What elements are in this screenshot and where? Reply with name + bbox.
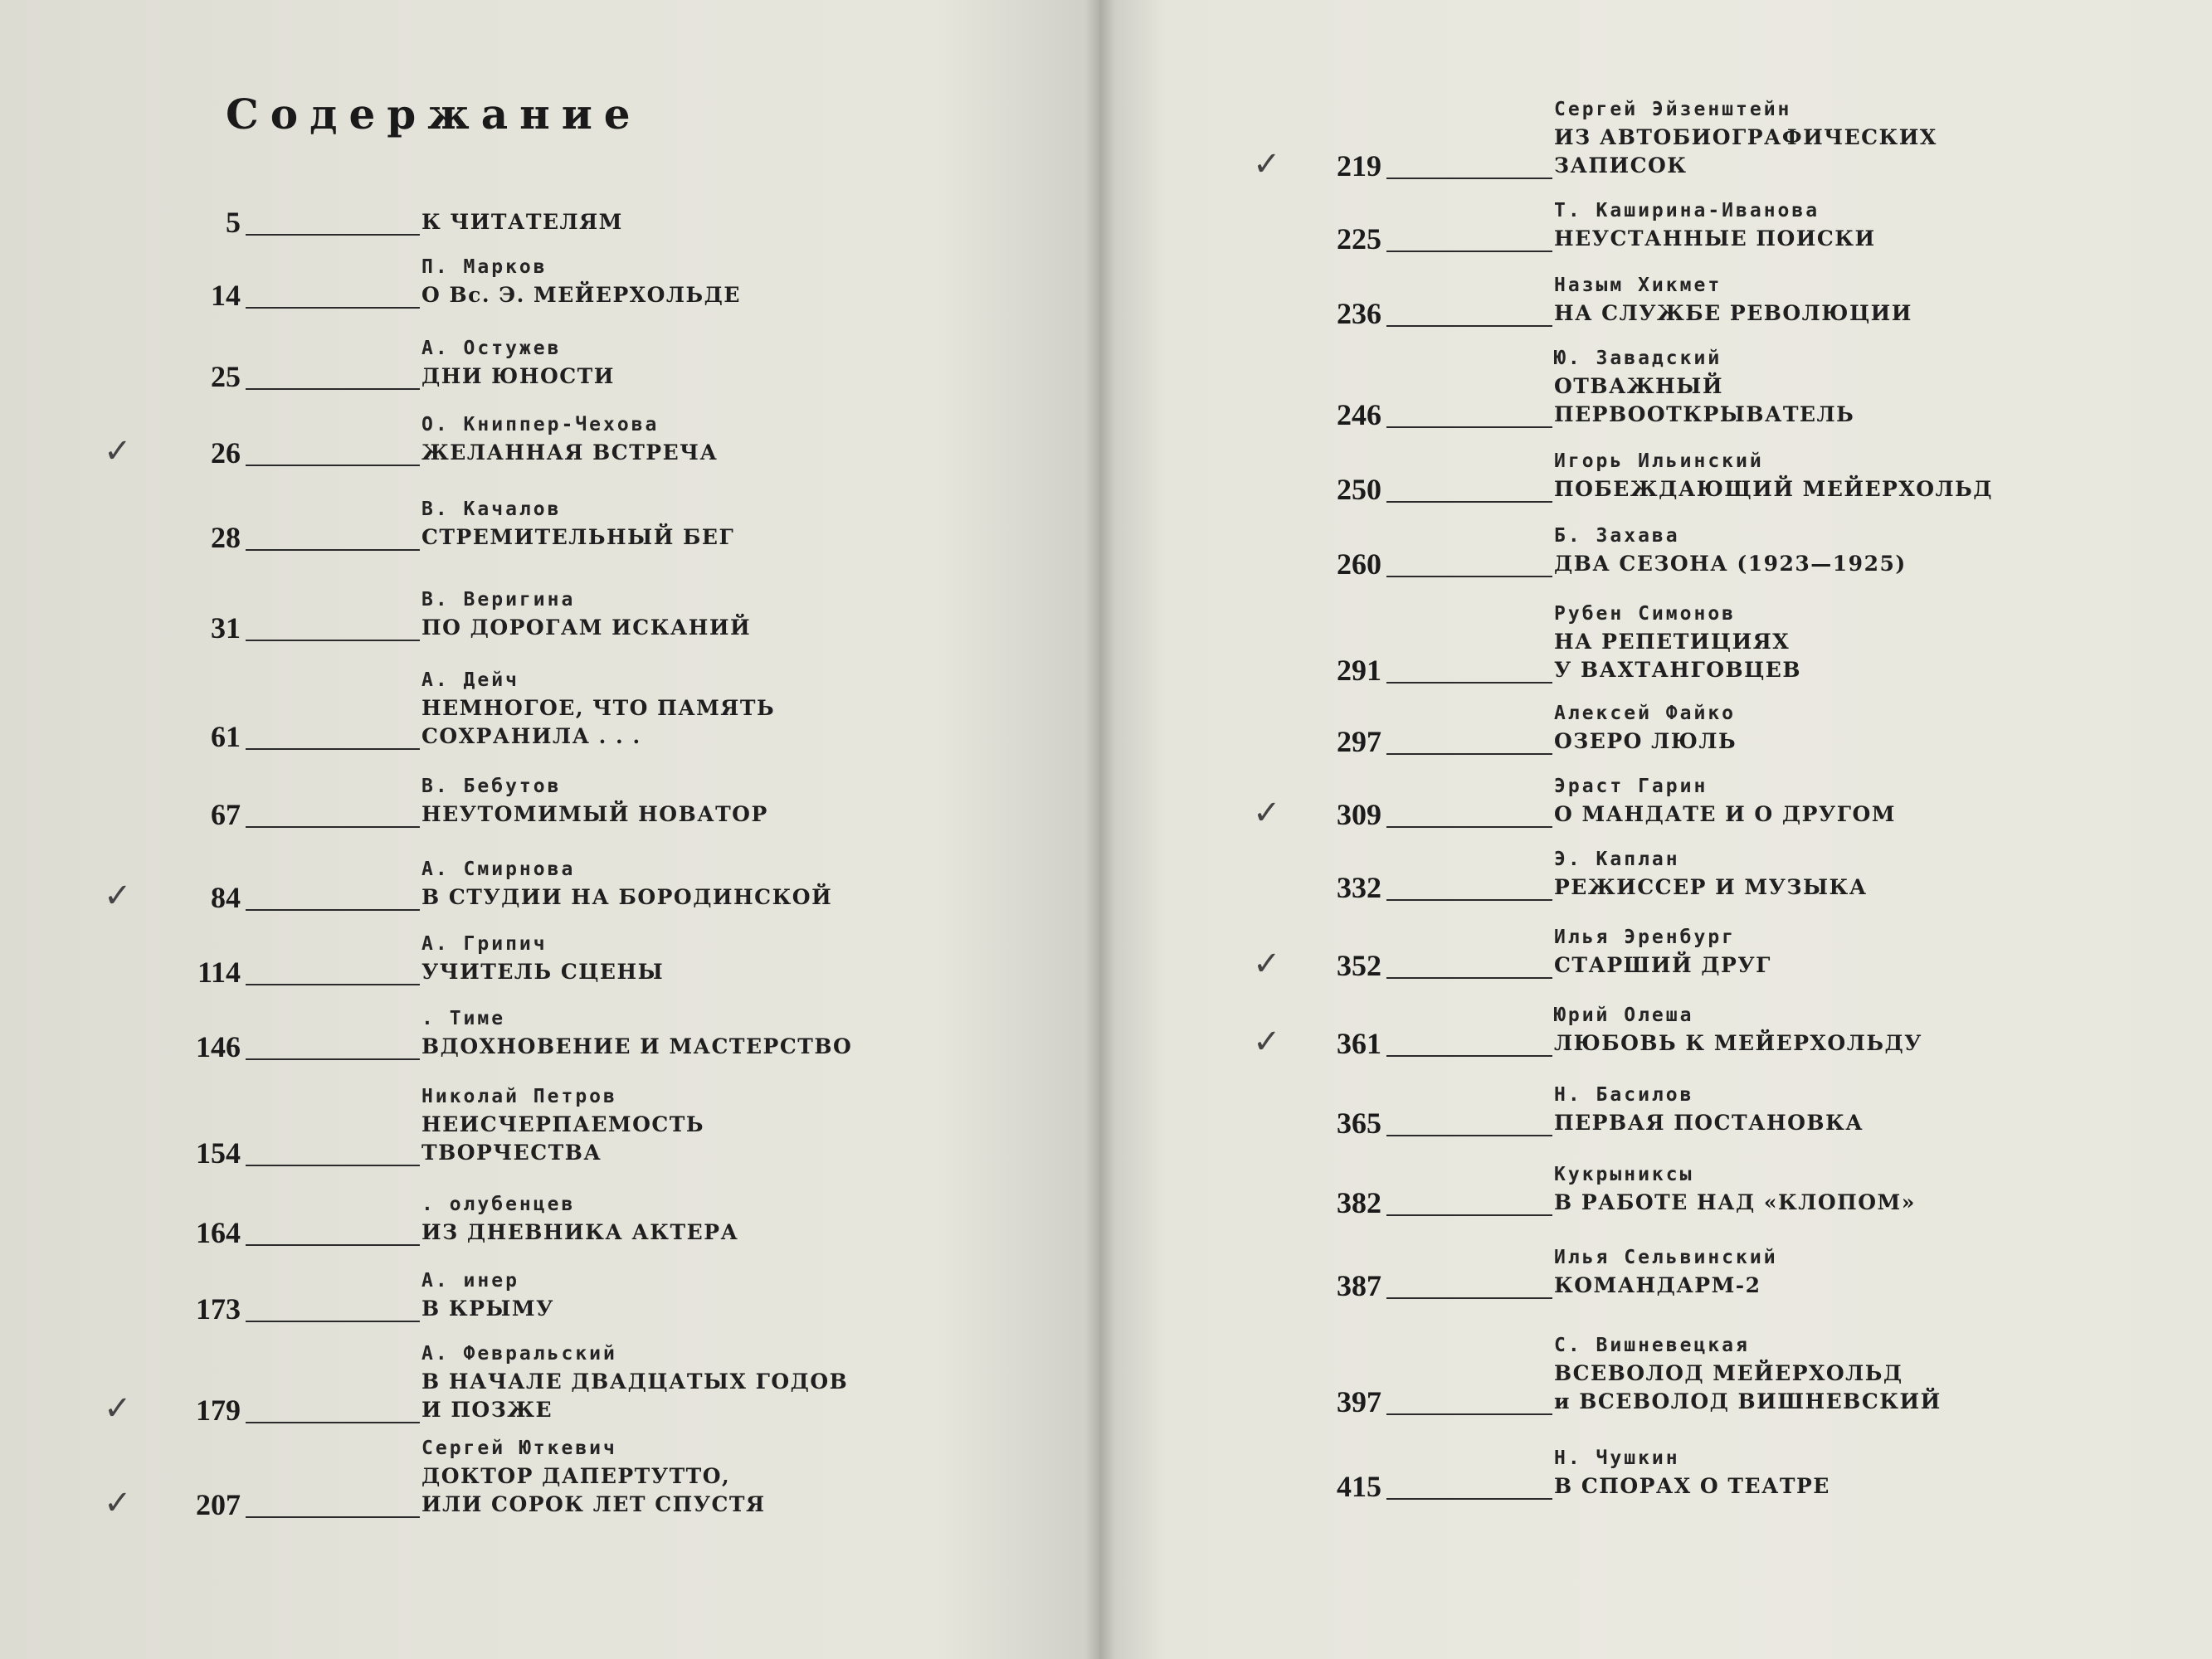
toc-text <box>1554 600 1801 684</box>
toc-leader-line <box>1386 899 1552 901</box>
toc-text <box>421 666 775 751</box>
toc-author: Сергей Эйзенштейн <box>1554 99 1792 120</box>
toc-title-line: ТВОРЧЕСТВА <box>421 1141 602 1165</box>
toc-author: В. Качалов <box>421 499 562 520</box>
toc-page-number: 146 <box>196 1030 241 1063</box>
toc-text <box>421 1267 554 1323</box>
checkmark-icon: ✓ <box>104 1389 132 1428</box>
toc-leader-line <box>246 1244 420 1246</box>
toc-text <box>1554 95 1937 180</box>
toc-author: Б. Захава <box>1554 525 1680 547</box>
toc-leader-line <box>246 984 420 985</box>
toc-page-number: 28 <box>211 521 241 554</box>
toc-author: . Тиме <box>421 1008 506 1029</box>
toc-title-line: НЕУСТАННЫЕ ПОИСКИ <box>1554 226 1876 251</box>
toc-title-line: УЧИТЕЛЬ СЦЕНЫ <box>421 960 665 984</box>
toc-title-line: ЖЕЛАННАЯ ВСТРЕЧА <box>421 440 719 465</box>
toc-page-number: 5 <box>226 206 241 239</box>
toc-page-number: 67 <box>211 798 241 831</box>
toc-text <box>421 1434 766 1519</box>
toc-text <box>1554 845 1868 902</box>
toc-text <box>421 930 664 986</box>
toc-page-number: 225 <box>1337 222 1381 255</box>
toc-page-number: 387 <box>1337 1269 1381 1302</box>
toc-page-number: 14 <box>211 279 241 312</box>
toc-author: Ю. Завадский <box>1554 348 1722 369</box>
toc-leader-line <box>1386 501 1552 503</box>
toc-author: . олубенцев <box>421 1194 576 1215</box>
toc-leader-line <box>1386 178 1552 179</box>
toc-page-number: 365 <box>1337 1107 1381 1140</box>
toc-author: Э. Каплан <box>1554 849 1680 870</box>
toc-title-line: НЕИСЧЕРПАЕМОСТЬ <box>421 1112 704 1136</box>
toc-author: Алексей Файко <box>1554 703 1737 724</box>
checkmark-icon: ✓ <box>1253 1023 1281 1061</box>
toc-author: А. Грипич <box>421 933 548 955</box>
toc-author: Николай Петров <box>421 1086 617 1107</box>
toc-page-number: 352 <box>1337 949 1381 982</box>
toc-author: Назым Хикмет <box>1554 275 1722 296</box>
toc-author: Сергей Юткевич <box>421 1438 617 1459</box>
toc-leader-line <box>246 549 420 551</box>
toc-title-line: ПОБЕЖДАЮЩИЙ МЕЙЕРХОЛЬД <box>1554 477 1993 501</box>
page-title: Содержание <box>226 90 642 139</box>
toc-leader-line <box>246 748 420 750</box>
toc-title-line: КОМАНДАРМ-2 <box>1554 1273 1761 1297</box>
toc-text <box>421 1005 852 1061</box>
toc-title-line: НЕУТОМИМЫЙ НОВАТОР <box>421 802 768 826</box>
toc-leader-line <box>1386 325 1552 327</box>
toc-leader-line <box>246 826 420 828</box>
toc-text <box>421 1082 704 1167</box>
checkmark-icon: ✓ <box>1253 145 1281 183</box>
toc-text <box>421 772 768 829</box>
toc-author: Рубен Симонов <box>1554 603 1737 625</box>
toc-author: Кукрыниксы <box>1554 1164 1694 1185</box>
toc-page-number: 260 <box>1337 547 1381 581</box>
toc-page-number: 173 <box>196 1292 241 1326</box>
toc-leader-line <box>246 234 420 236</box>
toc-text <box>1554 699 1737 756</box>
toc-text <box>421 586 751 642</box>
toc-text <box>1554 447 1993 504</box>
toc-author: В. Бебутов <box>421 776 562 797</box>
toc-leader-line <box>1386 1498 1552 1500</box>
checkmark-icon: ✓ <box>1253 945 1281 983</box>
toc-page-number: 26 <box>211 436 241 469</box>
toc-text <box>1554 1081 1864 1137</box>
toc-leader-line <box>1386 826 1552 828</box>
checkmark-icon: ✓ <box>104 1484 132 1522</box>
toc-leader-line <box>246 1516 420 1518</box>
toc-page-number: 219 <box>1337 149 1381 182</box>
toc-author: Игорь Ильинский <box>1554 450 1764 472</box>
toc-leader-line <box>246 1058 420 1060</box>
toc-page-number: 361 <box>1337 1027 1381 1060</box>
toc-page-number: 309 <box>1337 798 1381 831</box>
toc-leader-line <box>1386 1413 1552 1415</box>
toc-text <box>1554 197 1876 253</box>
toc-title-line: и ВСЕВОЛОД ВИШНЕВСКИЙ <box>1554 1389 1942 1413</box>
toc-text <box>1554 1001 1922 1058</box>
toc-leader-line <box>246 1321 420 1322</box>
toc-title-line: СТРЕМИТЕЛЬНЫЙ БЕГ <box>421 525 735 549</box>
toc-page-number: 236 <box>1337 297 1381 330</box>
toc-page-number: 397 <box>1337 1385 1381 1418</box>
checkmark-icon: ✓ <box>104 432 132 470</box>
toc-title-line: НЕМНОГОЕ, ЧТО ПАМЯТЬ <box>421 696 776 720</box>
toc-leader-line <box>1386 576 1552 577</box>
toc-title-line: ИЗ АВТОБИОГРАФИЧЕСКИХ <box>1554 125 1937 149</box>
toc-title-line: ИЛИ СОРОК ЛЕТ СПУСТЯ <box>421 1492 766 1516</box>
toc-text <box>421 334 615 391</box>
toc-title-line: В РАБОТЕ НАД «КЛОПОМ» <box>1554 1190 1916 1214</box>
toc-page-number: 114 <box>197 956 241 989</box>
toc-author: Н. Басилов <box>1554 1084 1694 1106</box>
toc-leader-line <box>246 465 420 466</box>
toc-title-line: НА СЛУЖБЕ РЕВОЛЮЦИИ <box>1554 301 1912 325</box>
toc-text <box>1554 271 1912 328</box>
toc-author: Илья Сельвинский <box>1554 1247 1778 1268</box>
toc-text <box>421 1190 738 1247</box>
toc-author: Эраст Гарин <box>1554 776 1708 797</box>
toc-author: А. Дейч <box>421 669 519 691</box>
toc-page-number: 332 <box>1337 871 1381 904</box>
toc-title-line: СТАРШИЙ ДРУГ <box>1554 953 1771 977</box>
toc-text <box>421 253 741 309</box>
toc-title-line: ДВА СЕЗОНА (1923—1925) <box>1554 552 1907 576</box>
toc-leader-line <box>246 388 420 390</box>
toc-text <box>421 495 734 552</box>
toc-page-number: 179 <box>196 1394 241 1427</box>
toc-author: Н. Чушкин <box>1554 1447 1680 1469</box>
toc-author: А. Февральский <box>421 1343 617 1365</box>
toc-text <box>421 411 718 467</box>
toc-leader-line <box>1386 682 1552 684</box>
toc-title-line: В СТУДИИ НА БОРОДИНСКОЙ <box>421 885 833 909</box>
toc-text <box>421 1340 848 1424</box>
toc-text <box>1554 344 1854 429</box>
toc-author: А. инер <box>421 1270 519 1292</box>
toc-page-number: 297 <box>1337 725 1381 758</box>
toc-title-line: ПЕРВООТКРЫВАТЕЛЬ <box>1554 402 1855 426</box>
toc-text <box>1554 1160 1916 1217</box>
checkmark-icon: ✓ <box>104 877 132 915</box>
toc-leader-line <box>1386 1214 1552 1216</box>
toc-page-number: 31 <box>211 611 241 645</box>
toc-author: П. Марков <box>421 256 548 278</box>
checkmark-icon: ✓ <box>1253 794 1281 832</box>
toc-author: А. Смирнова <box>421 859 576 880</box>
toc-leader-line <box>246 640 420 641</box>
toc-author: Илья Эренбург <box>1554 927 1737 948</box>
toc-title-line: ИЗ ДНЕВНИКА АКТЕРА <box>421 1220 739 1244</box>
left-page <box>0 0 1099 1659</box>
toc-author: О. Книппер-Чехова <box>421 414 660 435</box>
toc-text <box>1554 522 1907 578</box>
toc-title-line: НА РЕПЕТИЦИЯХ <box>1554 630 1791 654</box>
toc-leader-line <box>246 909 420 911</box>
toc-leader-line <box>246 1422 420 1423</box>
toc-page-number: 415 <box>1337 1470 1381 1503</box>
toc-text <box>1554 1444 1830 1501</box>
toc-title-line: В НАЧАЛЕ ДВАДЦАТЫХ ГОДОВ <box>421 1370 849 1394</box>
toc-text <box>1554 923 1771 980</box>
toc-author: В. Веригина <box>421 589 576 611</box>
toc-text <box>1554 772 1896 829</box>
toc-title-line: К ЧИТАТЕЛЯМ <box>421 210 623 234</box>
toc-page-number: 25 <box>211 360 241 393</box>
toc-text <box>421 855 832 912</box>
toc-leader-line <box>1386 1297 1552 1299</box>
toc-title-line: ДНИ ЮНОСТИ <box>421 364 615 388</box>
toc-leader-line <box>246 307 420 309</box>
toc-title-line: ВДОХНОВЕНИЕ И МАСТЕРСТВО <box>421 1034 853 1058</box>
toc-page-number: 164 <box>196 1216 241 1249</box>
toc-author: С. Вишневецкая <box>1554 1335 1750 1356</box>
book-gutter <box>1085 0 1115 1659</box>
toc-text <box>1554 1243 1778 1300</box>
toc-leader-line <box>1386 753 1552 755</box>
toc-leader-line <box>1386 426 1552 428</box>
toc-leader-line <box>1386 977 1552 979</box>
toc-title-line: В КРЫМУ <box>421 1297 554 1321</box>
toc-title-line: У ВАХТАНГОВЦЕВ <box>1554 658 1801 682</box>
toc-page-number: 207 <box>196 1488 241 1521</box>
toc-leader-line <box>1386 1055 1552 1057</box>
right-page <box>1099 0 2212 1659</box>
toc-author: А. Остужев <box>421 338 562 359</box>
toc-title-line: ЗАПИСОК <box>1554 153 1688 178</box>
toc-title-line: ДОКТОР ДАПЕРТУТТО, <box>421 1464 731 1488</box>
toc-title-line: О МАНДАТЕ И О ДРУГОМ <box>1554 802 1896 826</box>
toc-title-line: И ПОЗЖЕ <box>421 1398 553 1422</box>
toc-title-line: О Вс. Э. МЕЙЕРХОЛЬДЕ <box>421 283 741 307</box>
toc-leader-line <box>1386 251 1552 252</box>
toc-page-number: 61 <box>211 720 241 753</box>
toc-title-line: ПО ДОРОГАМ ИСКАНИЙ <box>421 615 752 640</box>
toc-page-number: 84 <box>211 881 241 914</box>
toc-leader-line <box>1386 1135 1552 1136</box>
toc-title-line: СОХРАНИЛА . . . <box>421 724 641 748</box>
toc-leader-line <box>246 1165 420 1166</box>
toc-title-line: ВСЕВОЛОД МЕЙЕРХОЛЬД <box>1554 1361 1903 1385</box>
toc-page-number: 250 <box>1337 473 1381 506</box>
toc-title-line: ОТВАЖНЫЙ <box>1554 374 1723 398</box>
toc-page-number: 154 <box>196 1136 241 1170</box>
toc-page-number: 291 <box>1337 654 1381 687</box>
toc-page-number: 382 <box>1337 1186 1381 1219</box>
toc-author: Юрий Олеша <box>1554 1005 1694 1026</box>
toc-title-line: В СПОРАХ О ТЕАТРЕ <box>1554 1474 1830 1498</box>
toc-title-line: ОЗЕРО ЛЮЛЬ <box>1554 729 1737 753</box>
toc-title-line: ЛЮБОВЬ К МЕЙЕРХОЛЬДУ <box>1554 1031 1922 1055</box>
toc-title-line: РЕЖИССЕР И МУЗЫКА <box>1554 875 1868 899</box>
toc-text <box>1554 1331 1942 1416</box>
toc-text <box>421 208 623 236</box>
toc-author: Т. Каширина-Иванова <box>1554 200 1820 221</box>
toc-title-line: ПЕРВАЯ ПОСТАНОВКА <box>1554 1111 1864 1135</box>
toc-page-number: 246 <box>1337 398 1381 431</box>
